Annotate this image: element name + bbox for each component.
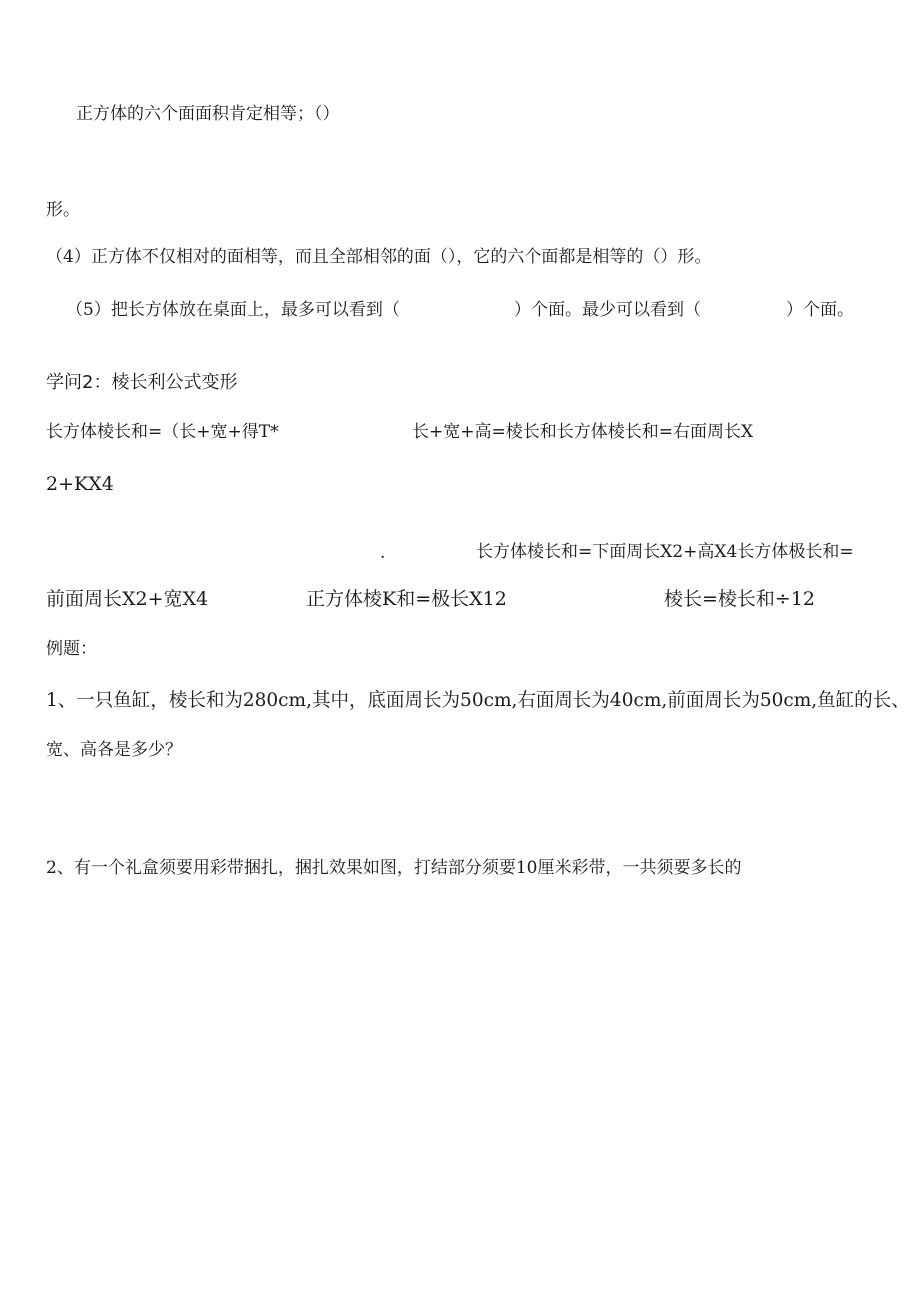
example-1-line-1: 1、一只鱼缸，棱长和为280cm,其中，底面周长为50cm,右面周长为40cm,前面周长为50cm,鱼缸的长、: [46, 689, 910, 711]
formula-front-perimeter: 前面周长X2+宽X4: [46, 588, 209, 610]
formula-dot-mark: .: [380, 543, 386, 563]
formula-continuation: 2+KX4: [46, 473, 114, 495]
item-5-part-c: ）个面。: [786, 300, 854, 320]
formula-length-width-height: 长+宽+高=棱长和长方体棱长和=右面周长X: [412, 422, 754, 442]
example-2: 2、有一个礼盒须要用彩带捆扎，捆扎效果如图，打结部分须要10厘米彩带，一共须要多长的: [46, 858, 742, 878]
shape-tail-text: 形。: [46, 200, 80, 220]
example-label: 例题：: [46, 639, 97, 659]
cube-faces-statement: 正方体的六个面面积肯定相等；（）: [76, 104, 340, 124]
section-2-title: 学问2：棱长利公式变形: [46, 372, 238, 393]
item-4: （4）正方体不仅相对的面相等，而且全部相邻的面（），它的六个面都是相等的（）形。: [46, 247, 712, 267]
item-5-part-b: ）个面。最少可以看到（: [514, 300, 701, 320]
formula-edge-length: 棱长=棱长和÷12: [664, 588, 816, 610]
formula-cuboid-edge-sum: 长方体棱长和=（长+宽+得T*: [46, 422, 279, 442]
formula-bottom-perimeter: 长方体棱长和=下面周长X2+高X4长方体极长和=: [476, 542, 854, 562]
formula-cube-edge-sum: 正方体棱K和=极长X12: [306, 588, 507, 610]
item-5-part-a: （5）把长方体放在桌面上，最多可以看到（: [66, 300, 400, 320]
example-1-line-2: 宽、高各是多少？: [46, 740, 182, 760]
